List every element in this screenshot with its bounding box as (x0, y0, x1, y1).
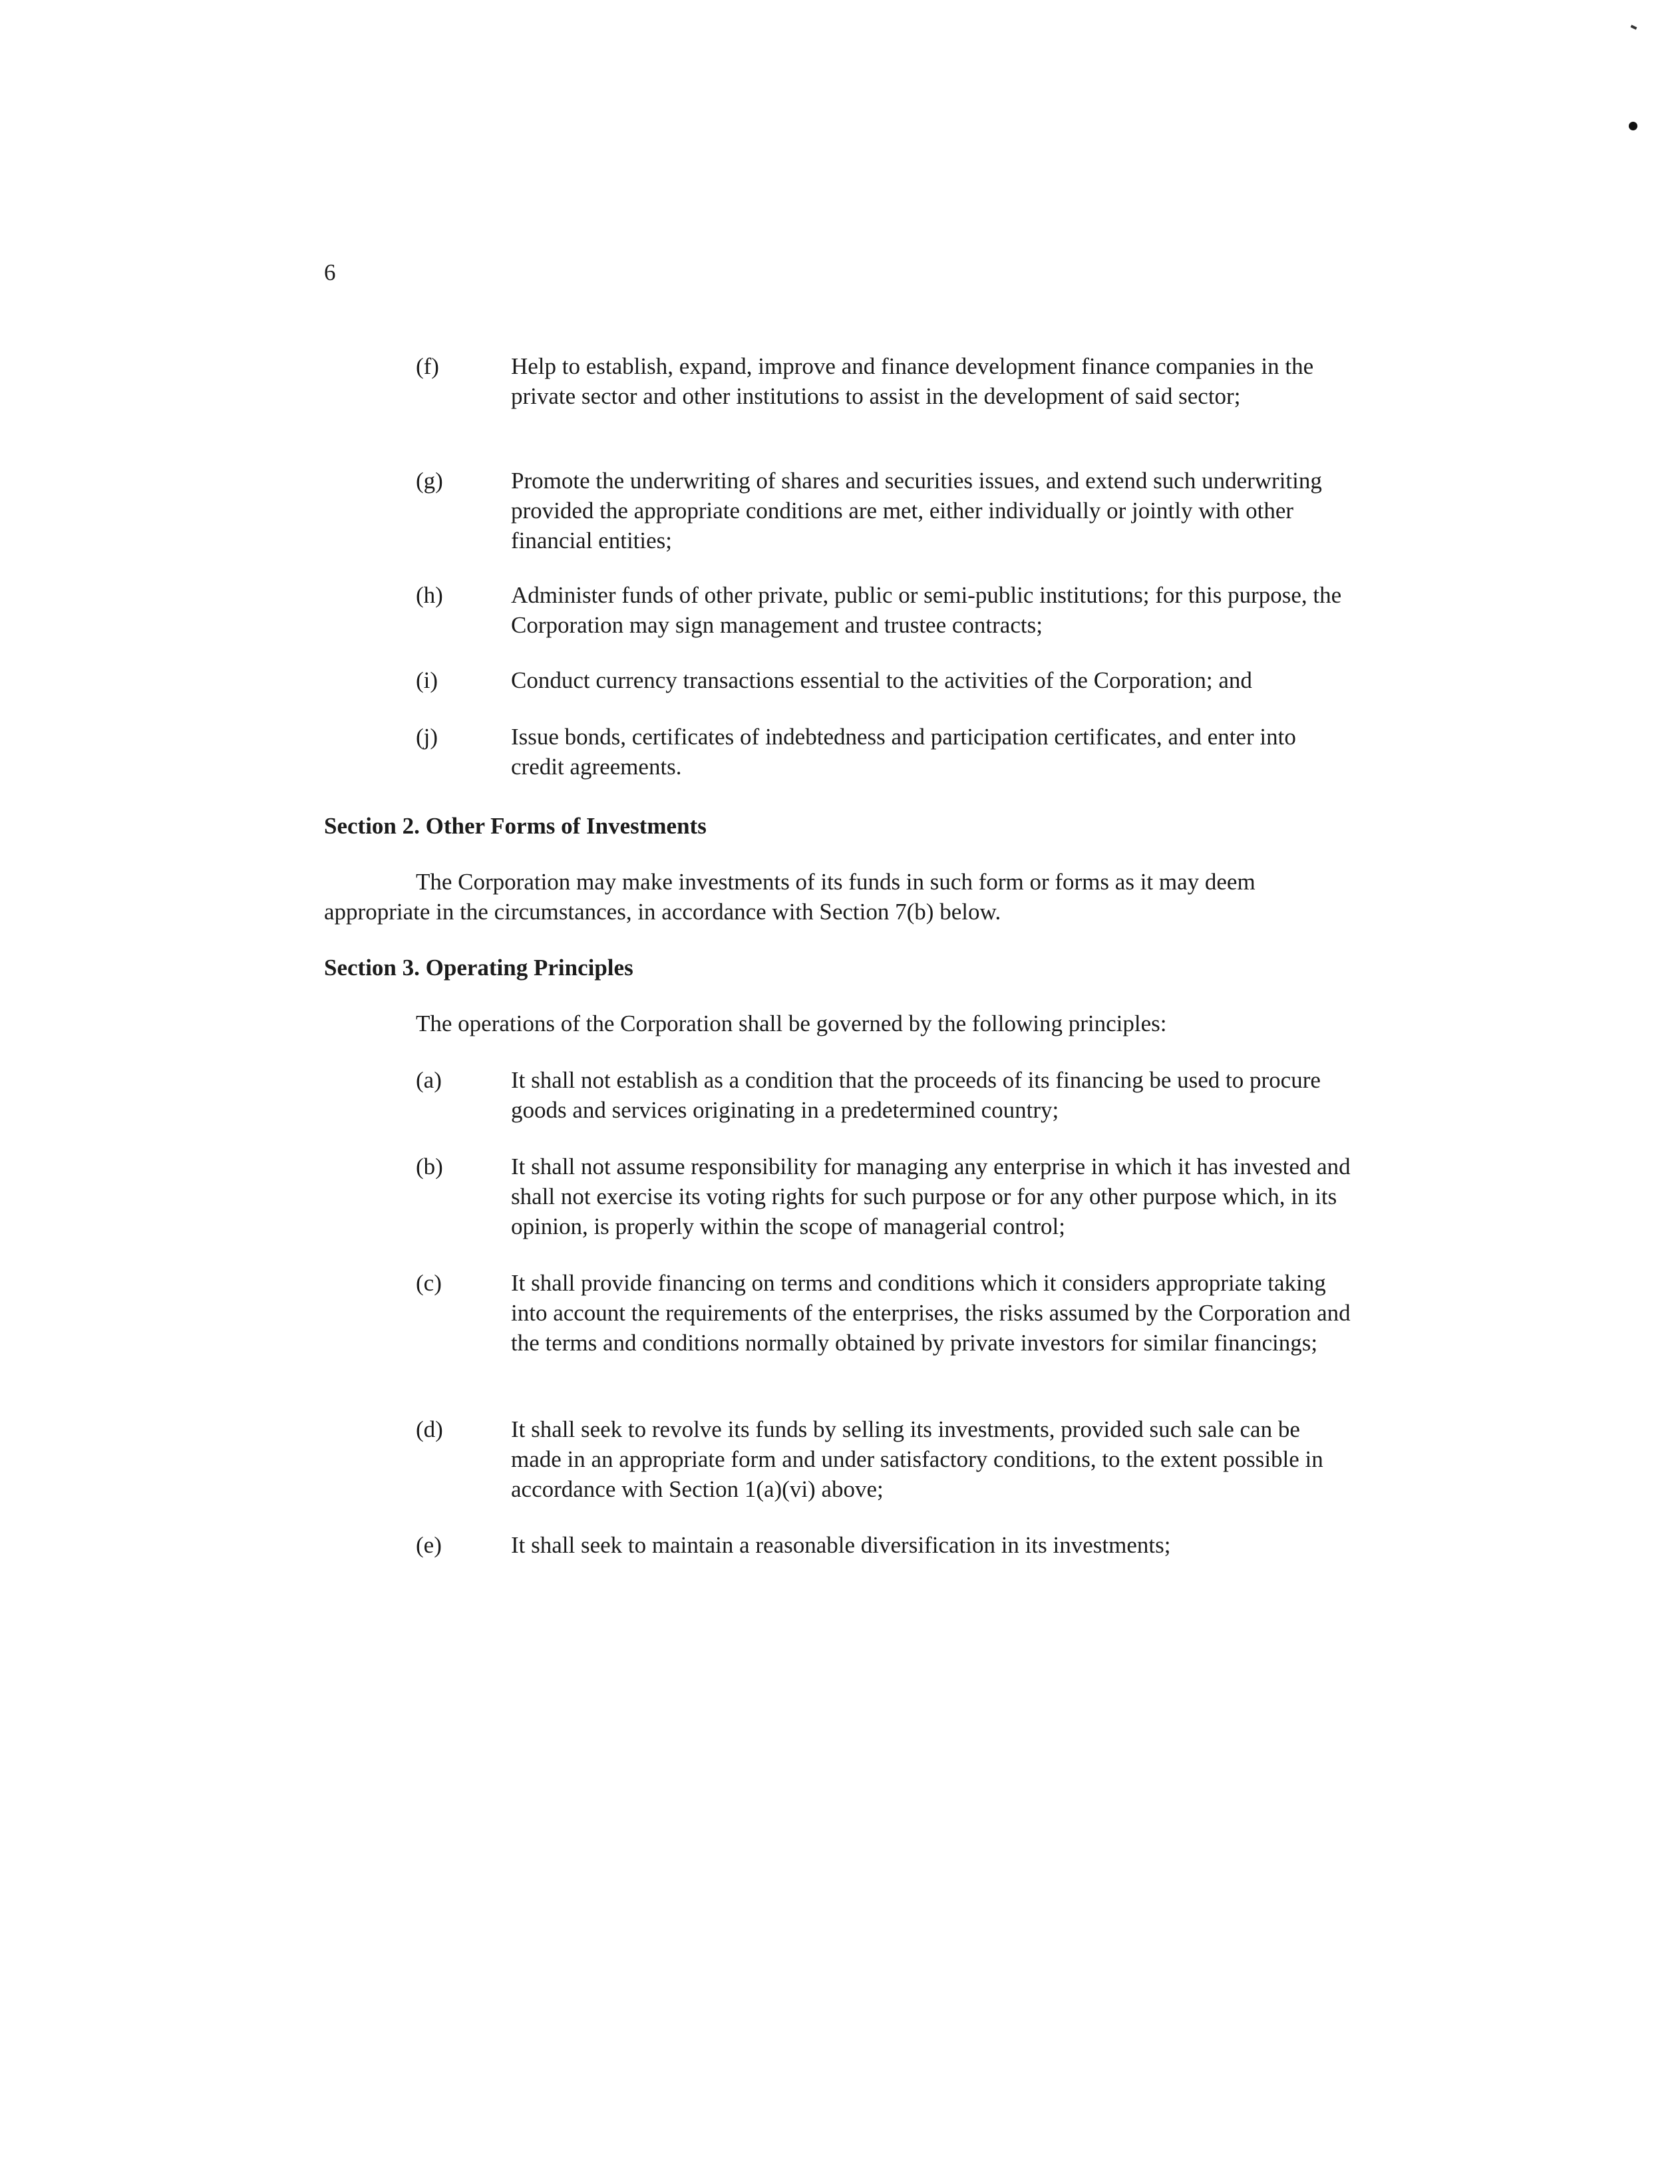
section-heading: Section 3. Operating Principles (324, 955, 633, 981)
item-text: Issue bonds, certificates of indebtedness and participation certificates, and enter into credit agreements. (511, 724, 1296, 780)
item-text: It shall seek to maintain a reasonable diversification in its investments; (511, 1532, 1171, 1558)
item-text: Conduct currency transactions essential to the activities of the Corporation; and (511, 667, 1252, 693)
item-label: (h) (416, 582, 443, 608)
scan-dot (1629, 122, 1637, 130)
item-label: (b) (416, 1154, 443, 1179)
item-text: It shall seek to revolve its funds by selling its investments, provided such sale can be made in an appropriate form and under satisfactory conditions, to the extent possible in accordance with Section 1(a)(vi) above; (511, 1416, 1323, 1502)
item-label: (j) (416, 724, 438, 750)
section-paragraph: The Corporation may make investments of its funds in such form or forms as it may deem appropriate in the circumstances, in accordance with Section 7(b) below. (324, 869, 1256, 925)
item-text: Promote the underwriting of shares and securities issues, and extend such underwriting provided the appropriate conditions are met, either individually or jointly with other financial entities; (511, 468, 1322, 553)
section-heading: Section 2. Other Forms of Investments (324, 813, 707, 839)
item-text: It shall provide financing on terms and conditions which it considers appropriate taking into account the requirements of the enterprises, the risks assumed by the Corporation and the terms and conditions normally obtained by private investors for similar financings; (511, 1270, 1351, 1356)
item-text: It shall not establish as a condition that the proceeds of its financing be used to procure goods and services originating in a predetermined country; (511, 1067, 1321, 1123)
section-intro: The operations of the Corporation shall be governed by the following principles: (416, 1011, 1167, 1036)
item-label: (a) (416, 1067, 442, 1093)
item-text: Administer funds of other private, public or semi-public institutions; for this purpose, the Corporation may sign management and trustee contracts; (511, 582, 1342, 638)
item-label: (c) (416, 1270, 442, 1296)
item-label: (g) (416, 468, 443, 494)
item-label: (e) (416, 1532, 442, 1558)
item-text: Help to establish, expand, improve and finance development finance companies in the private sector and other institutions to assist in the development of said sector; (511, 353, 1314, 409)
item-label: (i) (416, 667, 438, 693)
item-label: (d) (416, 1416, 443, 1442)
item-text: It shall not assume responsibility for managing any enterprise in which it has invested and shall not exercise its voting rights for such purpose or for any other purpose which, in its opinion, is properly within the scope of managerial control; (511, 1154, 1351, 1239)
item-label: (f) (416, 353, 439, 379)
scan-mark (1631, 25, 1637, 29)
page-number: 6 (324, 259, 336, 285)
